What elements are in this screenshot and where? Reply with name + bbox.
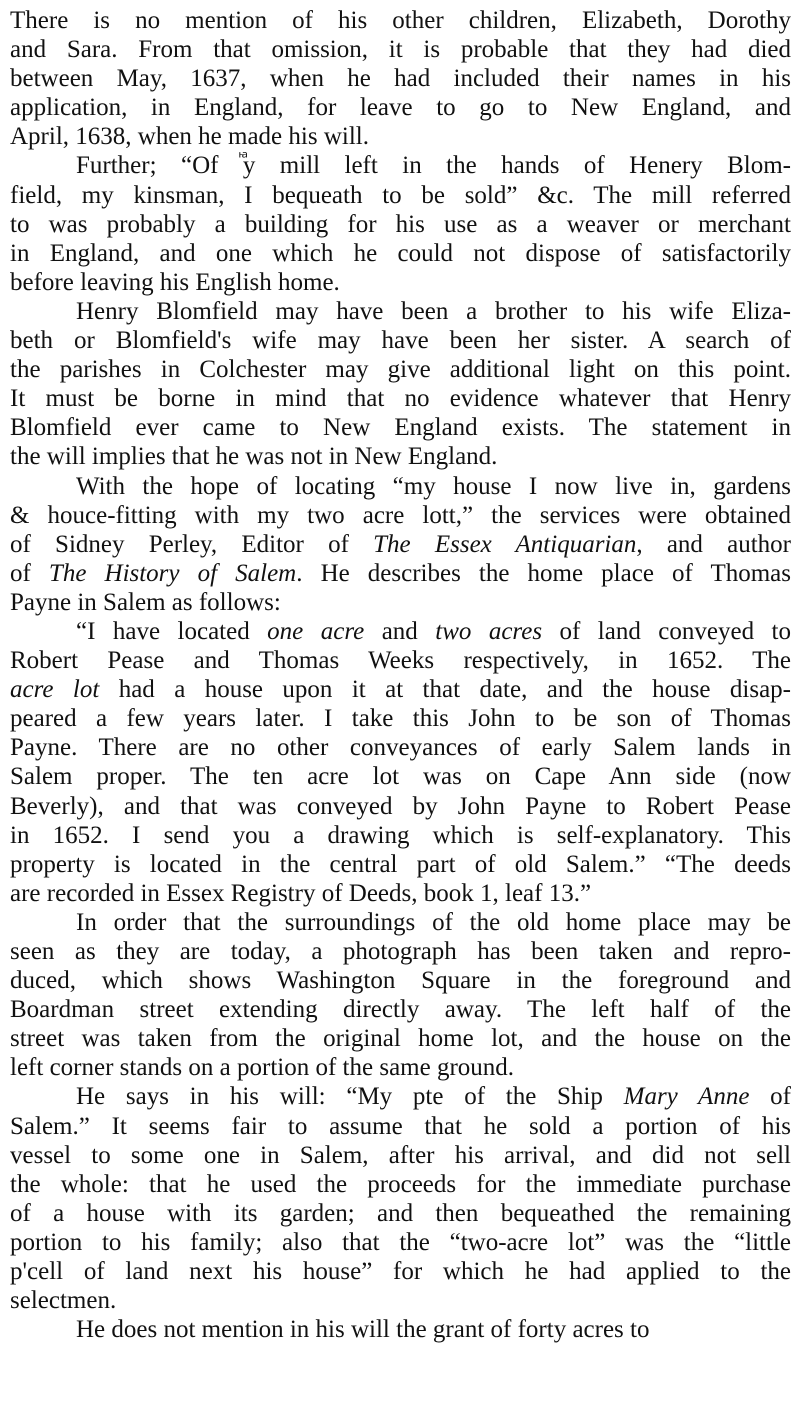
text-line: Robert Pease and Thomas Weeks respectively, in 1652. The bbox=[10, 647, 791, 675]
text-line: in 1652. I send you a drawing which is self-explanatory. This bbox=[10, 821, 791, 849]
text-line: He says in his will: “My pte of the Ship Mary Anne of bbox=[76, 1083, 791, 1111]
italic-title: acre lot bbox=[10, 676, 100, 704]
document-page bbox=[10, 6, 791, 1344]
paragraph bbox=[10, 6, 791, 151]
text-line: the whole: that he used the proceeds for the immediate purchase bbox=[10, 1170, 791, 1198]
text-line: application, in England, for leave to go to New England, and bbox=[10, 94, 791, 122]
text-line: the will implies that he was not in New England. bbox=[10, 443, 498, 471]
text-line: beth or Blomfield's wife may have been her sister. A search of bbox=[10, 327, 791, 355]
text-line: to was probably a building for his use as a weaver or merchant bbox=[10, 210, 791, 238]
text-line: before leaving his English home. bbox=[10, 268, 340, 296]
text-line: Henry Blomfield may have been a brother to his wife Eliza- bbox=[76, 297, 791, 325]
italic-title: two acres bbox=[435, 617, 543, 645]
text-line: & houce-fitting with my two acre lott,” the services were obtained bbox=[10, 501, 791, 529]
text-line: peared a few years later. I take this John to be son of Thomas bbox=[10, 705, 791, 733]
text-line: between May, 1637, when he had included their names in his bbox=[10, 65, 791, 93]
text-line: Salem.” It seems fair to assume that he sold a portion of his bbox=[10, 1112, 791, 1140]
text-line: duced, which shows Washington Square in the foreground and bbox=[10, 967, 791, 995]
text-line: With the hope of locating “my house I now live in, gardens bbox=[76, 472, 791, 500]
text-line: street was taken from the original home lot, and the house on the bbox=[10, 1025, 791, 1053]
text-line: April, 1638, when he made his will. bbox=[10, 123, 369, 151]
text-line: and Sara. From that omission, it is probable that they had died bbox=[10, 36, 791, 64]
text-line: p'cell of land next his house” for which he had applied to the bbox=[10, 1258, 791, 1286]
italic-title: Mary Anne bbox=[623, 1083, 750, 1111]
text-line: It must be borne in mind that no evidence whatever that Henry bbox=[10, 385, 791, 413]
text-line: selectmen. bbox=[10, 1287, 117, 1315]
italic-title: one acre bbox=[267, 617, 365, 645]
text-line: in England, and one which he could not dispose of satisfactorily bbox=[10, 239, 791, 267]
paragraph bbox=[10, 908, 791, 1083]
paragraph bbox=[10, 1082, 791, 1315]
text-line: Blomfield ever came to New England exists. The statement in bbox=[10, 414, 791, 442]
text-line: the parishes in Colchester may give additional light on this point. bbox=[10, 356, 791, 384]
text-line: acre lot had a house upon it at that date, and the house disap- bbox=[10, 676, 792, 704]
text-line: vessel to some one in Salem, after his arrival, and did not sell bbox=[10, 1141, 791, 1169]
text-line: He does not mention in his will the grant of forty acres to bbox=[76, 1316, 650, 1344]
paragraph bbox=[10, 151, 791, 296]
text-line: “I have located one acre and two acres of land conveyed to bbox=[76, 617, 791, 645]
text-line: portion to his family; also that the “two-acre lot” was the “little bbox=[10, 1228, 791, 1256]
text-line: of a house with its garden; and then bequeathed the remaining bbox=[10, 1199, 791, 1227]
text-line: In order that the surroundings of the old home place may be bbox=[76, 908, 791, 936]
text-line: Salem proper. The ten acre lot was on Cape Ann side (now bbox=[10, 763, 791, 791]
text-line: of Sidney Perley, Editor of The Essex Antiquarian, and author bbox=[10, 530, 792, 558]
paragraph bbox=[10, 1315, 791, 1344]
paragraph bbox=[10, 472, 791, 617]
text-line: field, my kinsman, I bequeath to be sold” &c. The mill referred bbox=[10, 181, 791, 209]
text-line: are recorded in Essex Registry of Deeds, book 1, leaf 13.” bbox=[10, 879, 592, 907]
text-line: left corner stands on a portion of the same ground. bbox=[10, 1054, 515, 1082]
text-line: property is located in the central part of old Salem.” “The deeds bbox=[10, 850, 791, 878]
paragraph bbox=[10, 297, 791, 472]
text-line: Payne. There are no other conveyances of early Salem lands in bbox=[10, 734, 791, 762]
text-line: of The History of Salem. He describes the home place of Thomas bbox=[10, 559, 792, 587]
text-line: Boardman street extending directly away. The left half of the bbox=[10, 996, 791, 1024]
italic-title: The Essex Antiquarian bbox=[373, 530, 637, 558]
text-line: Beverly), and that was conveyed by John Payne to Robert Pease bbox=[10, 792, 791, 820]
text-line: Payne in Salem as follows: bbox=[10, 588, 281, 616]
text-line: Further; “Of ⷼy mill left in the hands of Henery Blom- bbox=[76, 152, 791, 180]
italic-title: The History of Salem bbox=[48, 559, 297, 587]
text-line: There is no mention of his other children, Elizabeth, Dorothy bbox=[10, 7, 791, 34]
paragraph bbox=[10, 617, 791, 908]
text-line: seen as they are today, a photograph has been taken and repro- bbox=[10, 938, 791, 965]
